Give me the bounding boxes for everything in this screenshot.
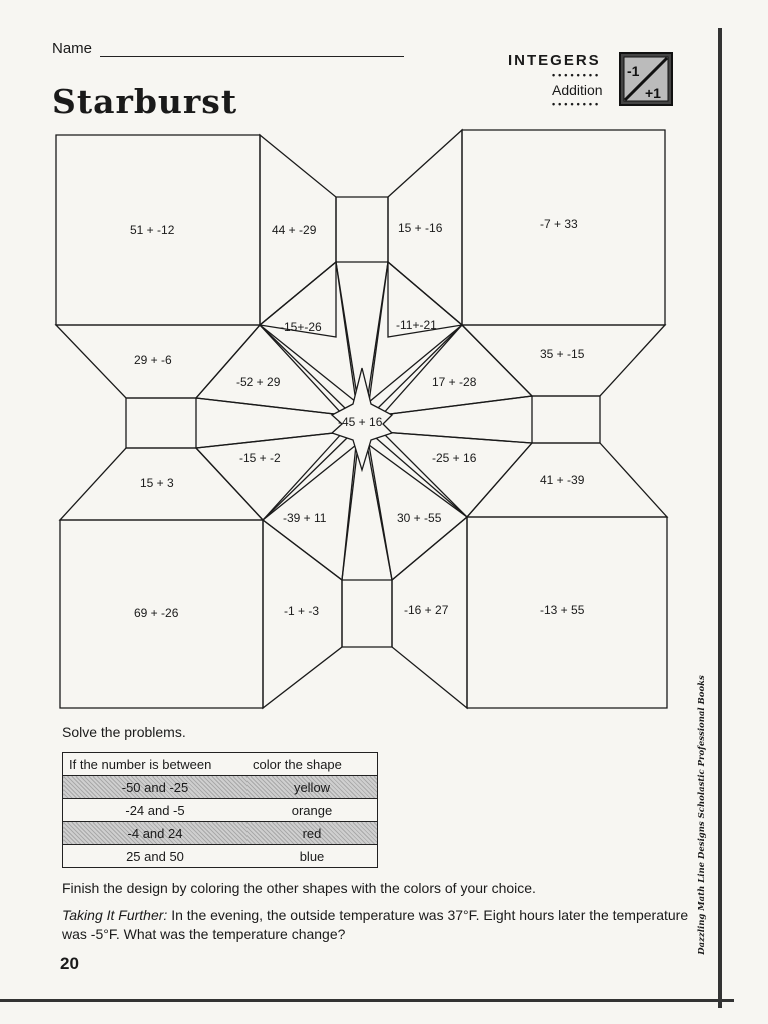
shape-top-square[interactable] — [336, 197, 388, 262]
range-cell: 25 and 50 — [63, 845, 248, 868]
problem-label: -11+-21 — [396, 318, 437, 332]
publisher-credit-text: Dazzling Math Line Designs Scholastic Professional Books — [697, 675, 707, 955]
color-cell: blue — [247, 845, 378, 868]
problem-label: 29 + -6 — [134, 353, 172, 367]
page-title: Starburst — [52, 82, 238, 121]
dots-divider: •••••••• — [552, 70, 602, 80]
problem-label: -16 + 27 — [404, 603, 449, 617]
table-row — [63, 799, 378, 822]
problem-label: 44 + -29 — [272, 223, 317, 237]
instructions: Solve the problems. — [62, 724, 186, 740]
color-key-header — [63, 753, 378, 776]
table-row — [63, 845, 378, 868]
problem-label: -39 + 11 — [283, 511, 327, 525]
problem-label: 30 + -55 — [397, 511, 442, 525]
range-cell: -24 and -5 — [63, 799, 248, 822]
dots-divider: •••••••• — [552, 99, 602, 109]
page-edge-shadow — [716, 28, 724, 1008]
range-cell: -50 and -25 — [63, 776, 248, 799]
problem-label: -25 + 16 — [432, 451, 477, 465]
shape-right-lower-wedge[interactable] — [382, 432, 532, 517]
header-color: color the shape — [253, 756, 342, 772]
shape-left-upper-wedge[interactable] — [196, 325, 343, 415]
problem-label: -52 + 29 — [236, 375, 281, 389]
problem-label: 17 + -28 — [432, 375, 477, 389]
page-bottom-edge — [0, 998, 734, 1003]
problem-label: 41 + -39 — [540, 473, 585, 487]
shape-right-square[interactable] — [532, 396, 600, 443]
shape-left-square[interactable] — [126, 398, 196, 448]
badge-top: -1 — [627, 63, 640, 79]
problem-label: 35 + -15 — [540, 347, 585, 361]
header-range: If the number is between — [69, 756, 212, 772]
problem-label: -7 + 33 — [540, 217, 578, 231]
problem-label: -15 + -2 — [239, 451, 281, 465]
problem-label: -45 + 16 — [338, 415, 383, 429]
badge-bottom: +1 — [645, 85, 661, 101]
finish-instructions: Finish the design by coloring the other shapes with the colors of your choice. — [62, 880, 536, 896]
range-cell: -4 and 24 — [63, 822, 248, 845]
topic-label: INTEGERS — [508, 52, 601, 69]
color-key-table — [62, 752, 378, 868]
further-label: Taking It Further: — [62, 907, 168, 923]
problem-label: -1 + -3 — [284, 604, 320, 618]
color-cell: yellow — [247, 776, 378, 799]
shape-bottom-square[interactable] — [342, 580, 392, 647]
subtopic-label: Addition — [552, 82, 603, 98]
problem-label: 69 + -26 — [134, 606, 179, 620]
page-number: 20 — [60, 954, 79, 973]
taking-it-further — [62, 906, 702, 944]
table-row — [63, 776, 378, 799]
color-cell: orange — [247, 799, 378, 822]
problem-label: 15 + 3 — [140, 476, 174, 490]
problem-label: 51 + -12 — [130, 223, 175, 237]
further-text: In the evening, the outside temperature was 37°F. Eight hours later the temperature was -5°F. What was the temperature change? — [62, 907, 689, 942]
shape-right-upper-wedge[interactable] — [382, 325, 532, 415]
table-row — [63, 822, 378, 845]
problem-label: 15 + -16 — [398, 221, 443, 235]
color-cell: red — [247, 822, 378, 845]
name-label: Name — [52, 40, 93, 57]
problem-label: -15+-26 — [280, 320, 322, 334]
problem-label: -13 + 55 — [540, 603, 585, 617]
publisher-credit — [692, 675, 712, 955]
